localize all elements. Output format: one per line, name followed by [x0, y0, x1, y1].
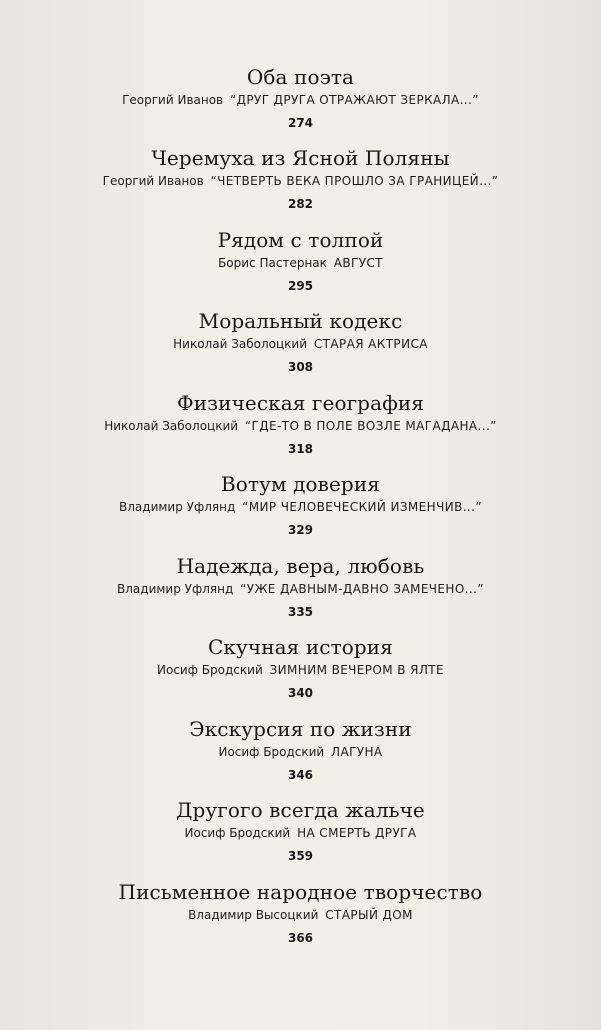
toc-entry	[0, 227, 601, 308]
entry-title: Экскурсия по жизни	[189, 717, 412, 741]
entry-page-number: 282	[287, 197, 314, 211]
entry-title: Надежда, вера, любовь	[176, 554, 425, 578]
toc-entry	[0, 471, 601, 553]
toc-entry	[0, 308, 601, 390]
entry-subline	[0, 742, 601, 762]
entry-subline	[0, 823, 601, 843]
entry-author: Владимир Уфлянд	[117, 582, 234, 596]
entry-author: Иосиф Бродский	[157, 663, 263, 677]
entry-title: Физическая география	[177, 391, 424, 415]
entry-title: Моральный кодекс	[198, 309, 403, 333]
entry-page-number: 359	[287, 849, 314, 863]
entry-poem: НА СМЕРТЬ ДРУГА	[297, 826, 417, 840]
toc-entry	[0, 879, 601, 960]
entry-page-number: 308	[287, 360, 314, 374]
entry-subline	[0, 497, 601, 517]
entry-author: Борис Пастернак	[218, 256, 327, 270]
entry-poem: “УЖЕ ДАВНЫМ-ДАВНО ЗАМЕЧЕНО...”	[240, 582, 484, 596]
entry-poem: ЗИМНИМ ВЕЧЕРОМ В ЯЛТЕ	[269, 663, 444, 677]
entry-author: Иосиф Бродский	[218, 745, 325, 759]
toc-entry	[0, 716, 601, 797]
entry-title: Черемуха из Ясной Поляны	[151, 146, 450, 170]
entry-poem: “МИР ЧЕЛОВЕЧЕСКИЙ ИЗМЕНЧИВ...”	[242, 500, 482, 514]
entry-page-number: 340	[287, 686, 314, 700]
entry-page-number: 329	[287, 523, 314, 537]
entry-subline	[0, 416, 601, 436]
entry-page-number: 318	[287, 442, 314, 456]
entry-subline	[0, 90, 601, 110]
entry-title: Письменное народное творчество	[118, 880, 483, 904]
entry-author: Владимир Уфлянд	[119, 500, 236, 514]
entry-page-number: 366	[287, 931, 314, 945]
entry-page-number: 274	[287, 116, 314, 130]
entry-author: Георгий Иванов	[122, 93, 224, 107]
entry-poem: АВГУСТ	[333, 256, 383, 270]
toc-entry	[0, 64, 601, 145]
entry-title: Вотум доверия	[221, 472, 380, 496]
entry-subline	[0, 905, 601, 925]
entry-poem: “ГДЕ-ТО В ПОЛЕ ВОЗЛЕ МАГАДАНА...”	[244, 419, 497, 433]
entry-author: Николай Заболоцкий	[104, 419, 239, 433]
entry-poem: СТАРЫЙ ДОМ	[325, 908, 413, 922]
entry-title: Другого всегда жальче	[176, 798, 425, 822]
entry-subline	[0, 171, 601, 191]
entry-poem: СТАРАЯ АКТРИСА	[313, 337, 428, 351]
toc-entry	[0, 145, 601, 227]
entry-author: Георгий Иванов	[102, 174, 204, 188]
entry-poem: “ДРУГ ДРУГА ОТРАЖАЮТ ЗЕРКАЛА...”	[229, 93, 479, 107]
toc-entry	[0, 797, 601, 879]
toc-entry	[0, 634, 601, 716]
entry-poem: “ЧЕТВЕРТЬ ВЕКА ПРОШЛО ЗА ГРАНИЦЕЙ...”	[210, 174, 499, 188]
entry-title: Рядом с толпой	[217, 228, 384, 252]
entry-subline	[0, 579, 601, 599]
toc-entry	[0, 390, 601, 471]
entry-author: Владимир Высоцкий	[188, 908, 319, 922]
entry-title: Скучная история	[208, 635, 393, 659]
entry-subline	[0, 253, 601, 273]
entry-page-number: 346	[287, 768, 314, 782]
entry-subline	[0, 334, 601, 354]
entry-page-number: 335	[287, 605, 314, 619]
entry-author: Иосиф Бродский	[184, 826, 291, 840]
entry-subline	[0, 660, 601, 680]
entry-title: Оба поэта	[246, 65, 355, 89]
entry-page-number: 295	[287, 279, 314, 293]
table-of-contents	[0, 64, 601, 960]
entry-author: Николай Заболоцкий	[173, 337, 308, 351]
toc-entry	[0, 553, 601, 634]
entry-poem: ЛАГУНА	[331, 745, 383, 759]
